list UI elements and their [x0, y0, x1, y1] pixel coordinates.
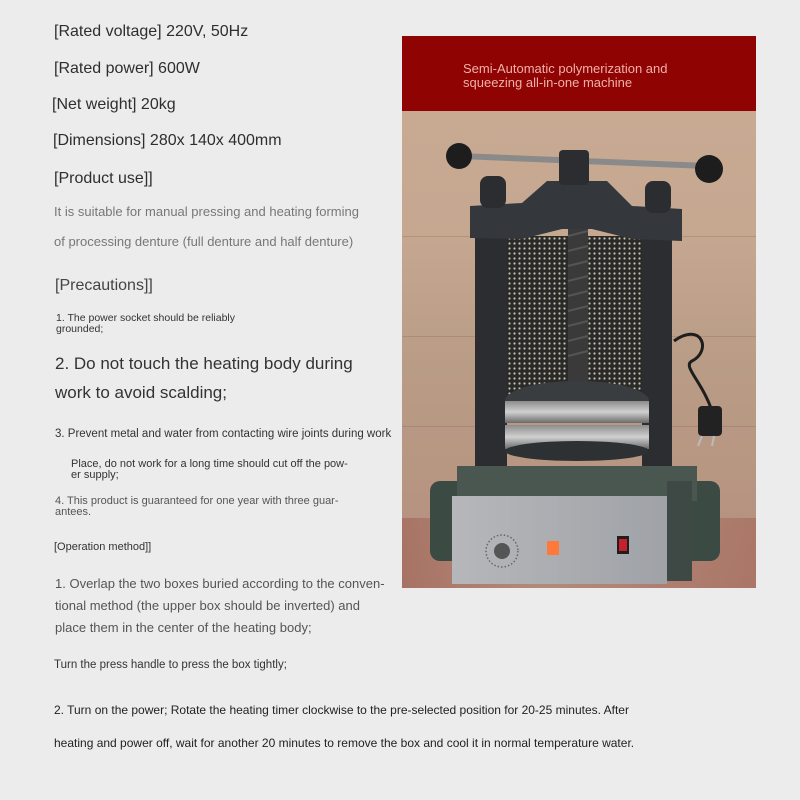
product-use-line-2: of processing denture (full denture and half denture)	[54, 234, 354, 249]
product-use-heading: [Product use]]	[54, 170, 153, 187]
banner-title-line-1: Semi-Automatic polymerization and	[463, 61, 668, 76]
operation-step-2-line-2: heating and power off, wait for another 20 minutes to remove the box and cool it in normal temperature water.	[54, 736, 635, 750]
spec-dimensions: [Dimensions] 280x 140x 400mm	[53, 132, 282, 149]
spec-rated-voltage: [Rated voltage] 220V, 50Hz	[54, 23, 249, 40]
banner-title-line-2: squeezing all-in-one machine	[463, 75, 633, 90]
precaution-item-1: 1. The power socket should be reliably grounded;	[56, 312, 235, 335]
spec-rated-power: [Rated power] 600W	[54, 60, 200, 77]
product-use-line-1: It is suitable for manual pressing and heating forming	[54, 204, 359, 219]
operation-step-1: 1. Overlap the two boxes buried according to the conven-tional method (the upper box should be inverted) and place them in the center of the heating body;	[55, 576, 385, 635]
banner-title	[463, 62, 667, 90]
operation-step-1b: Turn the press handle to press the box tightly;	[54, 659, 287, 671]
precaution-item-3-continued: Place, do not work for a long time should cut off the pow-er supply;	[71, 458, 348, 481]
precaution-item-4: 4. This product is guaranteed for one year with three guar-antees.	[55, 495, 339, 518]
product-banner	[402, 36, 756, 111]
precaution-item-2: 2. Do not touch the heating body during work to avoid scalding;	[55, 354, 353, 402]
precautions-heading: [Precautions]]	[55, 277, 153, 294]
product-photo	[402, 36, 756, 588]
spec-net-weight: [Net weight] 20kg	[52, 96, 176, 113]
precaution-item-3: 3. Prevent metal and water from contacting wire joints during work	[55, 428, 392, 440]
press-machine-illustration	[402, 111, 756, 588]
operation-step-2-line-1: 2. Turn on the power; Rotate the heating timer clockwise to the pre-selected position for 20-25 minutes. After	[54, 703, 629, 717]
operation-heading: [Operation method]]	[54, 541, 152, 553]
